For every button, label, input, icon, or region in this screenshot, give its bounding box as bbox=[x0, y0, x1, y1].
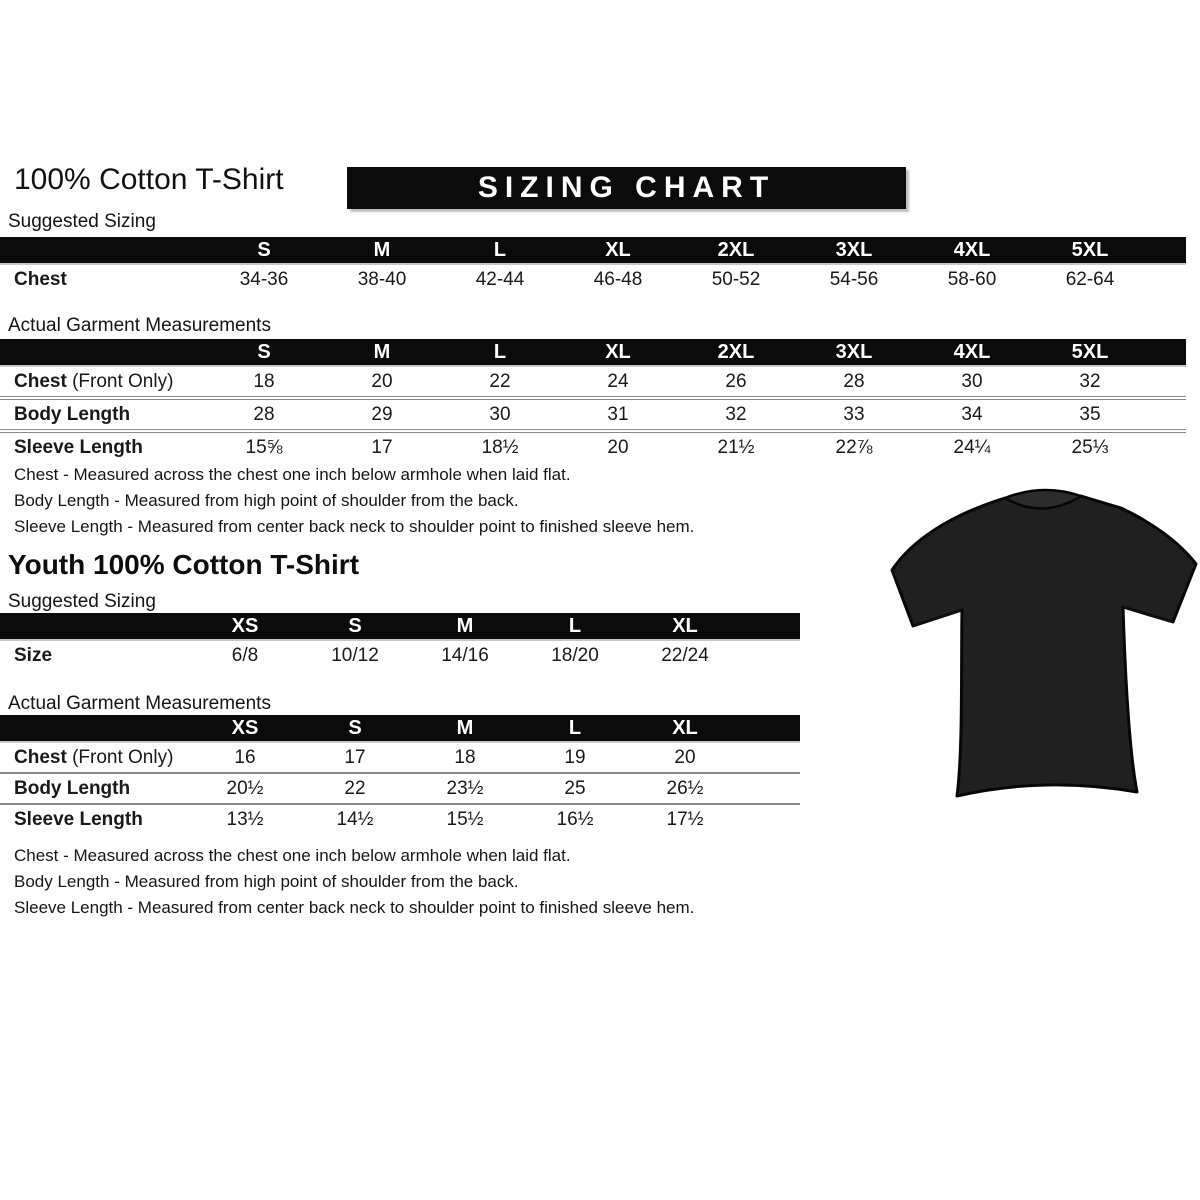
measurement-cell: 16½ bbox=[520, 804, 630, 834]
measurement-cell: 18½ bbox=[441, 431, 559, 462]
col-header: M bbox=[323, 237, 441, 264]
header-filler bbox=[1149, 237, 1186, 264]
col-header: M bbox=[410, 613, 520, 640]
header-filler bbox=[1149, 339, 1186, 366]
size-cell: 42-44 bbox=[475, 268, 525, 290]
measurement-cell: 20 bbox=[371, 370, 393, 392]
measurement-cell: 25⅓ bbox=[1031, 431, 1149, 462]
sizing-chart-banner-label: SIZING CHART bbox=[477, 171, 776, 204]
col-header: XL bbox=[559, 237, 677, 264]
measurement-note: Body Length - Measured from high point of shoulder from the back. bbox=[14, 491, 519, 510]
measurement-cell: 30 bbox=[961, 370, 983, 392]
measurement-cell: 32 bbox=[677, 398, 795, 431]
adult-measurement-notes bbox=[14, 462, 694, 540]
col-header: 3XL bbox=[795, 237, 913, 264]
size-cell: 46-48 bbox=[593, 268, 643, 290]
youth-measurement-notes bbox=[14, 843, 694, 921]
measurement-cell: 20 bbox=[674, 746, 696, 768]
size-cell: 22/24 bbox=[661, 644, 709, 666]
measurement-cell: 35 bbox=[1031, 398, 1149, 431]
table-row bbox=[0, 640, 800, 670]
row-label: Chest (Front Only) bbox=[14, 746, 174, 768]
tshirt-body bbox=[892, 496, 1196, 796]
measurement-cell: 29 bbox=[323, 398, 441, 431]
row-label: Body Length bbox=[0, 398, 205, 431]
col-header: XS bbox=[190, 613, 300, 640]
table-header-row bbox=[0, 237, 1186, 264]
col-header: 5XL bbox=[1031, 339, 1149, 366]
adult-suggested-sizing-label: Suggested Sizing bbox=[8, 211, 156, 232]
col-header: M bbox=[410, 715, 520, 742]
measurement-cell: 26 bbox=[725, 370, 747, 392]
youth-suggested-sizing-label: Suggested Sizing bbox=[8, 591, 156, 612]
col-header: S bbox=[205, 237, 323, 264]
youth-actual-measurements-label: Actual Garment Measurements bbox=[8, 693, 271, 714]
filler-cell bbox=[1149, 431, 1186, 462]
measurement-note: Chest - Measured across the chest one inch below armhole when laid flat. bbox=[14, 846, 571, 865]
header-spacer bbox=[0, 613, 190, 640]
measurement-cell: 18 bbox=[253, 370, 275, 392]
measurement-cell: 25 bbox=[520, 773, 630, 804]
measurement-cell: 20 bbox=[559, 431, 677, 462]
measurement-cell: 28 bbox=[843, 370, 865, 392]
size-cell: 34-36 bbox=[239, 268, 289, 290]
col-header: S bbox=[300, 613, 410, 640]
header-filler bbox=[740, 613, 800, 640]
measurement-cell: 14½ bbox=[300, 804, 410, 834]
col-header: M bbox=[323, 339, 441, 366]
col-header: S bbox=[205, 339, 323, 366]
filler-cell bbox=[1149, 264, 1186, 294]
measurement-cell: 33 bbox=[795, 398, 913, 431]
adult-suggested-sizing-table bbox=[0, 237, 1186, 294]
table-row bbox=[0, 264, 1186, 294]
header-spacer bbox=[0, 339, 205, 366]
size-cell: 18/20 bbox=[551, 644, 599, 666]
row-label: Sleeve Length bbox=[0, 431, 205, 462]
measurement-cell: 22 bbox=[300, 773, 410, 804]
col-header: 5XL bbox=[1031, 237, 1149, 264]
col-header: 3XL bbox=[795, 339, 913, 366]
youth-suggested-sizing-table bbox=[0, 613, 800, 670]
filler-cell bbox=[740, 742, 800, 773]
measurement-cell: 30 bbox=[441, 398, 559, 431]
col-header: XL bbox=[559, 339, 677, 366]
row-label: Chest (Front Only) bbox=[14, 370, 174, 392]
table-row bbox=[0, 398, 1186, 431]
col-header: S bbox=[300, 715, 410, 742]
table-header-row bbox=[0, 715, 800, 742]
header-spacer bbox=[0, 715, 190, 742]
youth-actual-measurements-table bbox=[0, 715, 800, 834]
measurement-cell: 15⅝ bbox=[205, 431, 323, 462]
measurement-note: Chest - Measured across the chest one inch below armhole when laid flat. bbox=[14, 465, 571, 484]
col-header: 4XL bbox=[913, 339, 1031, 366]
filler-cell bbox=[740, 804, 800, 834]
measurement-cell: 17½ bbox=[630, 804, 740, 834]
sizing-chart-banner bbox=[347, 167, 906, 209]
header-spacer bbox=[0, 237, 205, 264]
col-header: 4XL bbox=[913, 237, 1031, 264]
col-header: XS bbox=[190, 715, 300, 742]
measurement-cell: 32 bbox=[1079, 370, 1101, 392]
tshirt-image bbox=[885, 470, 1200, 805]
measurement-cell: 13½ bbox=[190, 804, 300, 834]
table-row bbox=[0, 431, 1186, 462]
measurement-cell: 31 bbox=[559, 398, 677, 431]
size-cell: 6/8 bbox=[231, 644, 259, 666]
size-cell: 10/12 bbox=[331, 644, 379, 666]
measurement-cell: 17 bbox=[344, 746, 366, 768]
col-header: XL bbox=[630, 715, 740, 742]
table-row bbox=[0, 773, 800, 804]
col-header: L bbox=[520, 613, 630, 640]
size-cell: 54-56 bbox=[829, 268, 879, 290]
measurement-cell: 22⅞ bbox=[795, 431, 913, 462]
measurement-cell: 24 bbox=[607, 370, 629, 392]
measurement-note: Body Length - Measured from high point of shoulder from the back. bbox=[14, 872, 519, 891]
table-header-row bbox=[0, 339, 1186, 366]
measurement-note: Sleeve Length - Measured from center back neck to shoulder point to finished sleeve hem. bbox=[14, 517, 695, 536]
col-header: 2XL bbox=[677, 339, 795, 366]
table-row bbox=[0, 742, 800, 773]
measurement-cell: 26½ bbox=[630, 773, 740, 804]
col-header: L bbox=[441, 237, 559, 264]
col-header: 2XL bbox=[677, 237, 795, 264]
size-cell: 62-64 bbox=[1065, 268, 1115, 290]
adult-actual-measurements-table bbox=[0, 339, 1186, 462]
page-title: 100% Cotton T-Shirt bbox=[14, 163, 284, 196]
header-filler bbox=[740, 715, 800, 742]
measurement-cell: 23½ bbox=[410, 773, 520, 804]
col-header: XL bbox=[630, 613, 740, 640]
measurement-cell: 20½ bbox=[190, 773, 300, 804]
measurement-cell: 15½ bbox=[410, 804, 520, 834]
filler-cell bbox=[740, 773, 800, 804]
table-row bbox=[0, 366, 1186, 398]
measurement-cell: 28 bbox=[205, 398, 323, 431]
size-cell: 38-40 bbox=[357, 268, 407, 290]
row-label: Size bbox=[14, 644, 53, 666]
col-header: L bbox=[520, 715, 630, 742]
row-label: Sleeve Length bbox=[0, 804, 190, 834]
measurement-cell: 34 bbox=[913, 398, 1031, 431]
table-header-row bbox=[0, 613, 800, 640]
row-label: Chest bbox=[14, 268, 67, 290]
measurement-note: Sleeve Length - Measured from center back neck to shoulder point to finished sleeve hem. bbox=[14, 898, 695, 917]
table-row bbox=[0, 804, 800, 834]
youth-section-title: Youth 100% Cotton T-Shirt bbox=[8, 549, 360, 580]
filler-cell bbox=[740, 640, 800, 670]
size-cell: 14/16 bbox=[441, 644, 489, 666]
size-cell: 50-52 bbox=[711, 268, 761, 290]
measurement-cell: 17 bbox=[323, 431, 441, 462]
measurement-cell: 16 bbox=[234, 746, 256, 768]
measurement-cell: 21½ bbox=[677, 431, 795, 462]
filler-cell bbox=[1149, 398, 1186, 431]
filler-cell bbox=[1149, 366, 1186, 398]
measurement-cell: 22 bbox=[489, 370, 511, 392]
adult-actual-measurements-label: Actual Garment Measurements bbox=[8, 315, 271, 336]
col-header: L bbox=[441, 339, 559, 366]
measurement-cell: 19 bbox=[564, 746, 586, 768]
size-cell: 58-60 bbox=[947, 268, 997, 290]
row-label: Body Length bbox=[0, 773, 190, 804]
measurement-cell: 24¼ bbox=[913, 431, 1031, 462]
measurement-cell: 18 bbox=[454, 746, 476, 768]
